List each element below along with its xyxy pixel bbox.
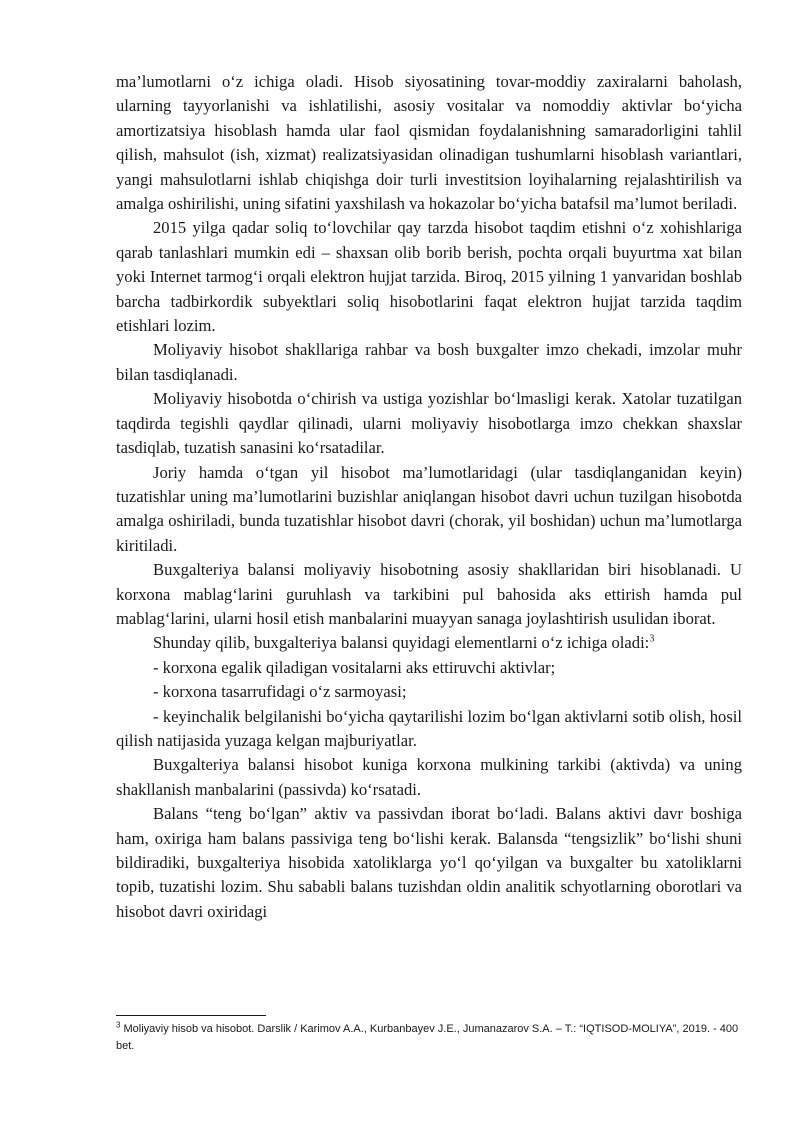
paragraph: Joriy hamda o‘tgan yil hisobot ma’lumotlaridagi (ular tasdiqlanganidan keyin) tuzatishlar uning ma’lumotlarini buzishlar aniqlangan hisobot davri uchun tuzilgan hisobotda amalga oshiriladi, bunda tuzatishlar hisobot davri (chorak, yil boshidan) uchun ma’lumotlarga kiritiladi. [116, 462, 742, 555]
list-item: - keyinchalik belgilanishi bo‘yicha qaytarilishi lozim bo‘lgan aktivlarni sotib olish, hosil qilish natijasida yuzaga kelgan majburiyatlar. [116, 706, 742, 750]
footnote-reference[interactable]: 3 [649, 633, 655, 645]
paragraph: Buxgalteriya balansi moliyaviy hisobotning asosiy shakllaridan biri hisoblanadi. U korxona mablag‘larini guruhlash va tarkibini pul bahosida aks ettirish hamda pul mablag‘larini, ularni hosil etish manbalarini muayyan sanaga joylashtirish usulidan iborat. [116, 560, 742, 628]
paragraph: Moliyaviy hisobot shakllariga rahbar va bosh buxgalter imzo chekadi, imzolar muhr bilan tasdiqlanadi. [116, 340, 742, 384]
paragraph: Buxgalteriya balansi hisobot kuniga korxona mulkining tarkibi (aktivda) va uning shakllanish manbalarini (passivda) ko‘rsatadi. [116, 755, 742, 799]
paragraph-text: Shunday qilib, buxgalteriya balansi quyidagi elementlarni o‘z ichiga oladi: [153, 633, 650, 653]
footnote-divider [116, 1015, 266, 1016]
paragraph: 2015 yilga qadar soliq to‘lovchilar qay tarzda hisobot taqdim etishni o‘z xohishlariga qarab tanlashlari mumkin edi – shaxsan olib borib berish, pochta orqali buyurtma xat bilan yoki Internet tarmog‘i orqali elektron hujjat tarzida. Biroq, 2015 yilning 1 yanvaridan boshlab barcha tadbirkordik subyektlari soliq hisobotlarini faqat elektron hujjat tarzida taqdim etishlari lozim. [116, 218, 742, 336]
footnote-text: Moliyaviy hisob va hisobot. Darslik / Karimov A.A., Kurbanbayev J.E., Jumanazarov S.A. – T.: “IQTISOD-MOLIYA”, 2019. - 400 bet. [116, 1023, 739, 1052]
body-text [116, 70, 742, 924]
paragraph: Moliyaviy hisobotda o‘chirish va ustiga yozishlar bo‘lmasligi kerak. Xatolar tuzatilgan taqdirda tegishli qaydlar qilinadi, ularni moliyaviy hisobotlarga imzo chekkan shaxslar tasdiqlab, tuzatish sanasini ko‘rsatadilar. [116, 389, 742, 458]
paragraph: Balans “teng bo‘lgan” aktiv va passivdan iborat bo‘ladi. Balans aktivi davr boshiga ham, oxiriga ham balans passiviga teng bo‘lishi kerak. Balansda “tengsizlik” bo‘lishi shuni bildiradiki, buxgalteriya hisobida xatoliklarga yo‘l qo‘yilgan va buxgalter bu xatoliklarni topib, tuzatishi lozim. Shu sababli balans tuzishdan oldin analitik schyotlarning oborotlari va hisobot davri oxiridagi [116, 804, 742, 921]
list-item: - korxona egalik qiladigan vositalarni aks ettiruvchi aktivlar; [153, 657, 556, 677]
footnote-number: 3 [116, 1020, 121, 1030]
paragraph: ma’lumotlarni o‘z ichiga oladi. Hisob siyosatining tovar-moddiy zaxiralarni baholash, ularning tayyorlanishi va ishlatilishi, asosiy vositalar va nomoddiy aktivlar bo‘yicha amortizatsiya hisoblash hamda ular faol qismidan foydalanishning samaradorligini tahlil qilish, mahsulot (ish, xizmat) realizatsiyasidan olinadigan tushumlarni hisoblash variantlari, yangi mahsulotlarni ishlab chiqishga doir turli investitsion loyihalarning rejalashtirilish va amalga oshirilishi, uning sifatini yaxshilash va hokazolar bo‘yicha batafsil ma’lumot beriladi. [116, 72, 742, 214]
paragraph-with-footnote [116, 631, 742, 655]
list-item: - korxona tasarrufidagi o‘z sarmoyasi; [153, 682, 407, 702]
footnote [116, 1021, 742, 1055]
